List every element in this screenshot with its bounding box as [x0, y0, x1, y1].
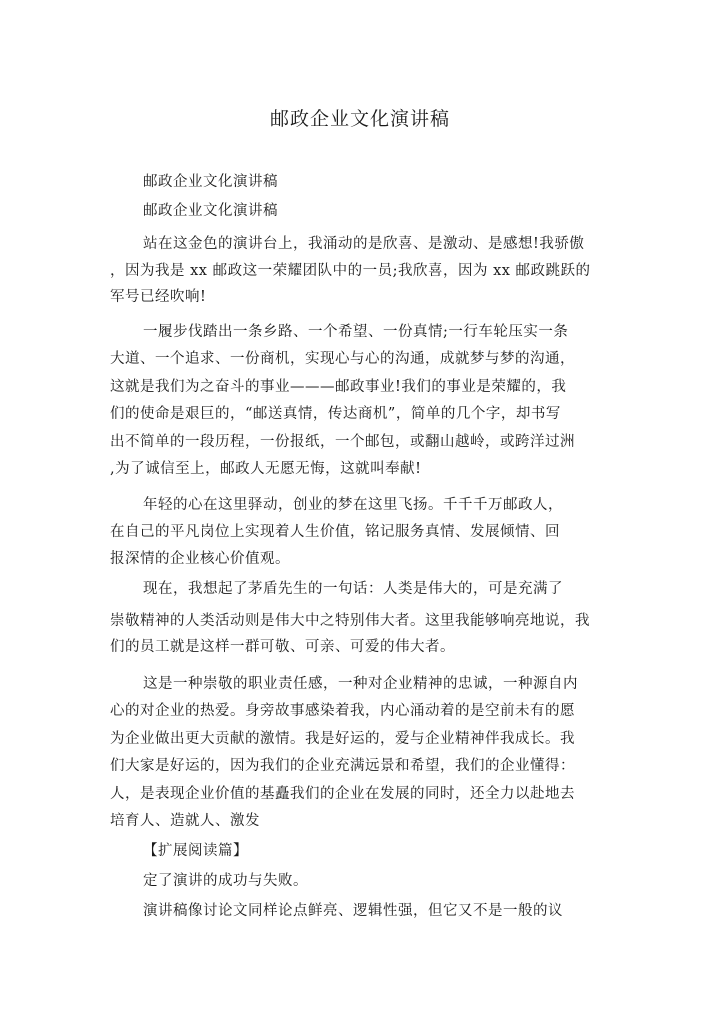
text-line: 定了演讲的成功与失败。: [143, 873, 308, 889]
text-line: 邮政企业文化演讲稿: [143, 174, 278, 190]
text-line: 崇敬精神的人类活动则是伟大中之特别伟大者。这里我能够响亮地说，我: [110, 613, 590, 629]
text-line: 大道、一个追求、一份商机，实现心与心的沟通，成就梦与梦的沟通，: [110, 351, 575, 367]
section-heading: 【扩展阅读篇】: [143, 843, 248, 859]
text-line: 军号已经吹响!: [110, 289, 207, 305]
text-line: 这是一种崇敬的职业责任感，一种对企业精神的忠诚，一种源自内: [143, 676, 578, 692]
text-line: 人，是表现企业价值的基矗我们的企业在发展的同时，还全力以赴地去: [110, 786, 575, 802]
text-line: 现在，我想起了茅盾先生的一句话：人类是伟大的，可是充满了: [143, 581, 563, 597]
text-line: ，因为我是 xx 邮政这一荣耀团队中的一员;我欣喜，因为 xx 邮政跳跃的: [110, 263, 591, 279]
text-line: 心的对企业的热爱。身旁故事感染着我，内心涌动着的是空前未有的愿: [110, 703, 575, 719]
text-line: 报深情的企业核心价值观。: [110, 551, 290, 567]
text-line: 们的员工就是这样一群可敬、可亲、可爱的伟大者。: [110, 639, 455, 655]
text-line: 出不简单的一段历程，一份报纸，一个邮包，或翻山越岭，或跨洋过洲: [110, 434, 575, 450]
text-line: 在自己的平凡岗位上实现着人生价值，铭记服务真情、发展倾情、回: [110, 524, 560, 540]
text-line: 们大家是好运的，因为我们的企业充满远景和希望，我们的企业懂得：: [110, 758, 575, 774]
text-line: 邮政企业文化演讲稿: [143, 203, 278, 219]
text-line: 一履步伐踏出一条乡路、一个希望、一份真情;一行车轮压实一条: [143, 324, 569, 340]
text-line: 这就是我们为之奋斗的事业———邮政事业!我们的事业是荣耀的，我: [110, 379, 567, 395]
text-line: ,为了诚信至上，邮政人无愿无悔，这就叫奉献!: [110, 461, 422, 477]
document-title: 邮政企业文化演讲稿: [269, 108, 450, 130]
text-line: 演讲稿像讨论文同样论点鲜亮、逻辑性强，但它又不是一般的议: [143, 903, 563, 919]
text-line: 年轻的心在这里驿动，创业的梦在这里飞扬。千千千万邮政人，: [143, 497, 563, 513]
text-line: 为企业做出更大贡献的激情。我是好运的，爱与企业精神伴我成长。我: [110, 731, 575, 747]
text-line: 们的使命是艰巨的，“邮送真情，传达商机”，简单的几个字，却书写: [110, 406, 561, 422]
text-line: 培育人、造就人、激发: [110, 813, 260, 829]
text-line: 站在这金色的演讲台上，我涌动的是欣喜、是激动、是感想!我骄傲: [143, 236, 585, 252]
